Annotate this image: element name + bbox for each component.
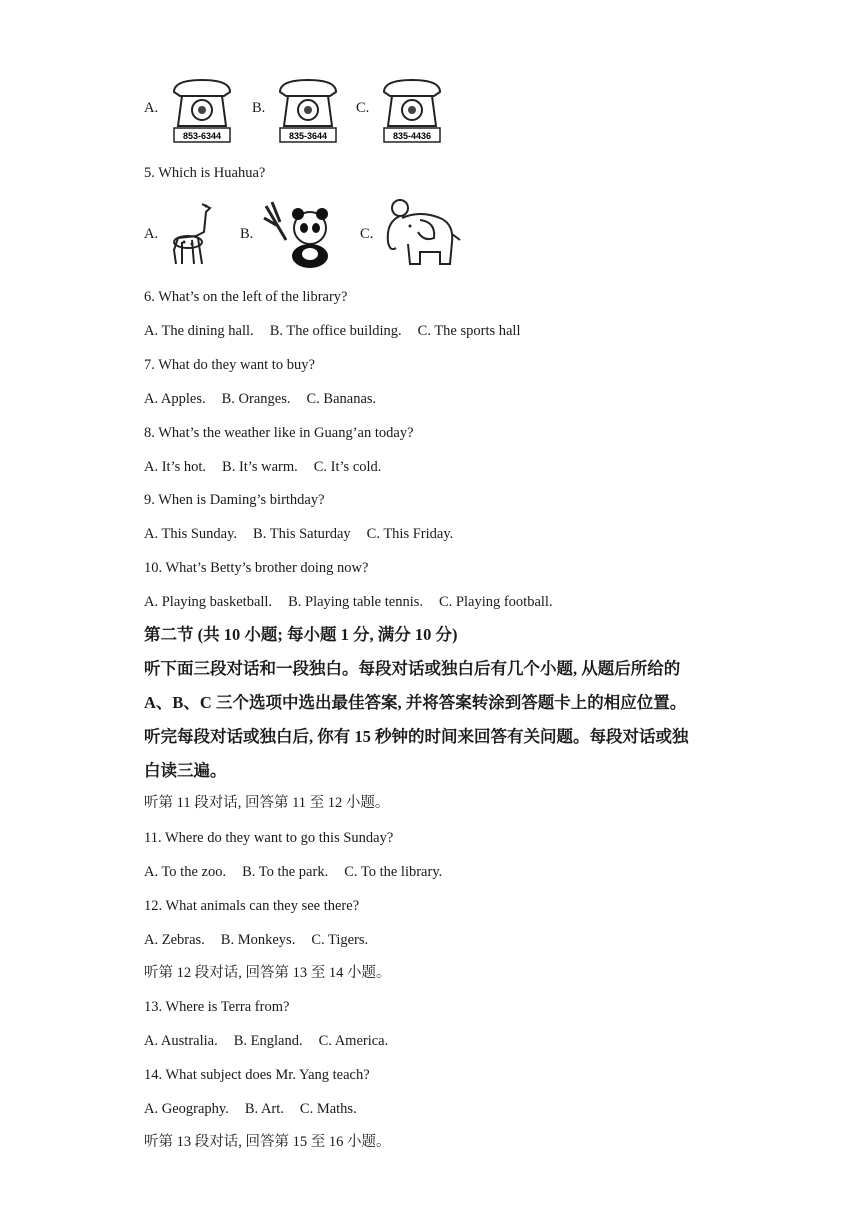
option-a: A. The dining hall. — [144, 323, 254, 339]
telephone-icon — [378, 76, 446, 146]
options-14 — [144, 1100, 357, 1118]
option-c: C. This Friday. — [366, 526, 454, 542]
option-a: A. Geography. — [144, 1101, 229, 1117]
options-7 — [144, 390, 376, 408]
question-8: 8. What’s the weather like in Guang’an today? — [144, 425, 414, 441]
option-a: A. Apples. — [144, 391, 206, 407]
question-7: 7. What do they want to buy? — [144, 357, 315, 373]
question-13: 13. Where is Terra from? — [144, 999, 290, 1015]
section-instructions-line: A、B、C 三个选项中选出最佳答案, 并将答案转涂到答题卡上的相应位置。 — [144, 693, 687, 712]
option-c: C. The sports hall — [417, 323, 521, 339]
option-letter: C. — [360, 226, 374, 242]
q4-options — [144, 76, 544, 156]
option-b: B. The office building. — [269, 323, 402, 339]
phone-number: 835-4436 — [392, 131, 432, 141]
question-12: 12. What animals can they see there? — [144, 898, 360, 914]
question-14: 14. What subject does Mr. Yang teach? — [144, 1067, 370, 1083]
option-c: C. Playing football. — [439, 594, 553, 610]
options-11 — [144, 863, 442, 881]
options-8 — [144, 458, 381, 476]
option-c: C. America. — [318, 1033, 389, 1049]
option-b: B. This Saturday — [253, 526, 351, 542]
option-letter: C. — [356, 100, 370, 116]
option-b: B. Art. — [244, 1101, 284, 1117]
option-letter: B. — [252, 100, 266, 116]
dialog-instruction: 听第 12 段对话, 回答第 13 至 14 小题。 — [144, 965, 391, 981]
option-a: A. To the zoo. — [144, 864, 227, 880]
phone-number: 853-6344 — [182, 131, 222, 141]
question-6: 6. What’s on the left of the library? — [144, 289, 348, 305]
question-10: 10. What’s Betty’s brother doing now? — [144, 560, 369, 576]
option-letter: B. — [240, 226, 254, 242]
option-c: C. It’s cold. — [313, 459, 382, 475]
option-b: B. England. — [233, 1033, 303, 1049]
giraffe-icon — [166, 198, 222, 268]
question-11: 11. Where do they want to go this Sunday? — [144, 830, 394, 846]
option-c: C. To the library. — [344, 864, 443, 880]
dialog-instruction: 听第 13 段对话, 回答第 15 至 16 小题。 — [144, 1134, 391, 1150]
telephone-icon — [168, 76, 236, 146]
options-12 — [144, 931, 368, 949]
telephone-icon — [274, 76, 342, 146]
option-a: A. This Sunday. — [144, 526, 238, 542]
option-b: B. Oranges. — [221, 391, 291, 407]
option-b: B. Playing table tennis. — [288, 594, 423, 610]
phone-number: 835-3644 — [288, 131, 328, 141]
option-letter: A. — [144, 100, 159, 116]
question-5: 5. Which is Huahua? — [144, 165, 266, 181]
question-9: 9. When is Daming’s birthday? — [144, 492, 325, 508]
option-a: A. Australia. — [144, 1033, 218, 1049]
section-title: 第二节 (共 10 小题; 每小题 1 分, 满分 10 分) — [144, 625, 458, 644]
option-letter: A. — [144, 226, 159, 242]
options-10 — [144, 593, 553, 611]
option-c: C. Bananas. — [306, 391, 377, 407]
q5-options — [144, 198, 544, 278]
option-b: B. Monkeys. — [220, 932, 296, 948]
options-6 — [144, 322, 521, 340]
section-instructions-line: 听完每段对话或独白后, 你有 15 秒钟的时间来回答有关问题。每段对话或独 — [144, 727, 689, 746]
option-a: A. Playing basketball. — [144, 594, 273, 610]
options-13 — [144, 1032, 388, 1050]
options-9 — [144, 525, 453, 543]
section-instructions-line: 听下面三段对话和一段独白。每段对话或独白后有几个小题, 从题后所给的 — [144, 659, 681, 678]
elephant-icon — [380, 198, 464, 268]
option-c: C. Maths. — [299, 1101, 357, 1117]
section-instructions-line: 白读三遍。 — [144, 761, 227, 780]
option-b: B. To the park. — [242, 864, 329, 880]
option-c: C. Tigers. — [311, 932, 369, 948]
option-b: B. It’s warm. — [222, 459, 298, 475]
dialog-instruction: 听第 11 段对话, 回答第 11 至 12 小题。 — [144, 795, 390, 811]
panda-icon — [262, 200, 342, 270]
option-a: A. It’s hot. — [144, 459, 207, 475]
option-a: A. Zebras. — [144, 932, 205, 948]
